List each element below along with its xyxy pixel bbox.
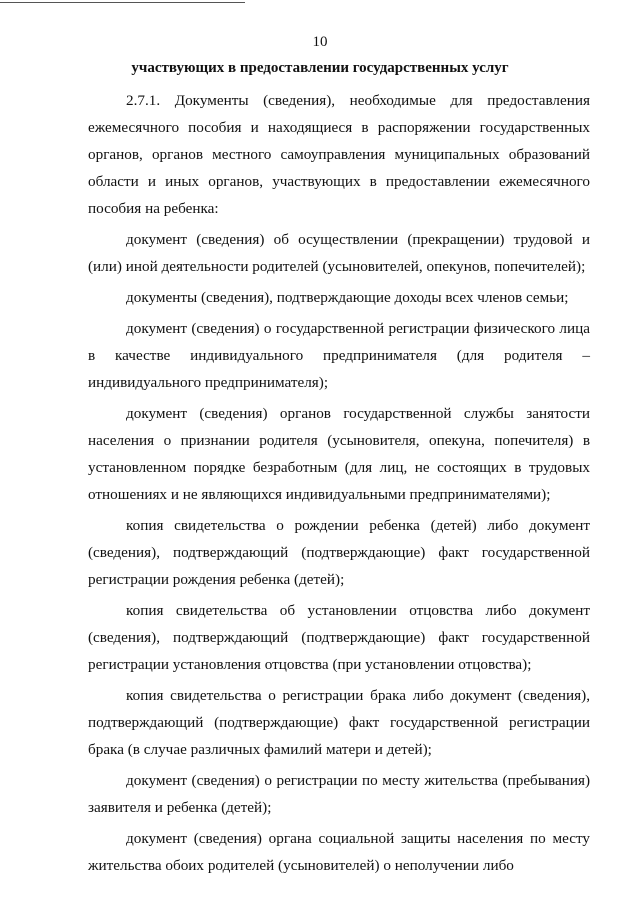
paragraph-paternity: копия свидетельства об установлении отцовства либо документ (сведения), подтверждающий (подтверждающие) факт государственной регистрации установления отцовства (при установлении отцовства); — [88, 602, 590, 673]
paragraph-social-protection: документ (сведения) органа социальной защиты населения по месту жительства обоих родителей (усыновителей) о неполучении либо — [88, 830, 590, 874]
paragraph-unemployment: документ (сведения) органов государственной службы занятости населения о признании родителя (усыновителя, опекуна, попечителя) в установленном порядке безработным (для лиц, не состоящих в трудовых отношениях и не являющихся индивидуальными предпринимателями); — [88, 405, 590, 503]
paragraph-intro: 2.7.1. Документы (сведения), необходимые для предоставления ежемесячного пособия и находящиеся в распоряжении государственных органов, органов местного самоуправления муниципальных образований области и иных органов, участвующих в предоставлении ежемесячного пособия на ребенка: — [88, 92, 590, 217]
page-number: 10 — [312, 34, 328, 50]
paragraph-employment: документ (сведения) об осуществлении (прекращении) трудовой и (или) иной деятельности родителей (усыновителей, опекунов, попечителей); — [88, 231, 590, 275]
paragraph-birth-certificate: копия свидетельства о рождении ребенка (детей) либо документ (сведения), подтверждающий (подтверждающие) факт государственной регистрации рождения ребенка (детей); — [88, 517, 590, 588]
section-heading: участвующих в предоставлении государственных услуг — [131, 60, 509, 76]
paragraph-income: документы (сведения), подтверждающие доходы всех членов семьи; — [126, 289, 569, 306]
paragraph-residence: документ (сведения) о регистрации по месту жительства (пребывания) заявителя и ребенка (детей); — [88, 772, 590, 816]
document-body — [88, 87, 590, 879]
top-rule — [0, 2, 245, 3]
paragraph-marriage: копия свидетельства о регистрации брака либо документ (сведения), подтверждающий (подтверждающие) факт государственной регистрации брака (в случае различных фамилий матери и детей); — [88, 687, 590, 758]
paragraph-entrepreneur: документ (сведения) о государственной регистрации физического лица в качестве индивидуального предпринимателя (для родителя – индивидуального предпринимателя); — [88, 320, 590, 391]
